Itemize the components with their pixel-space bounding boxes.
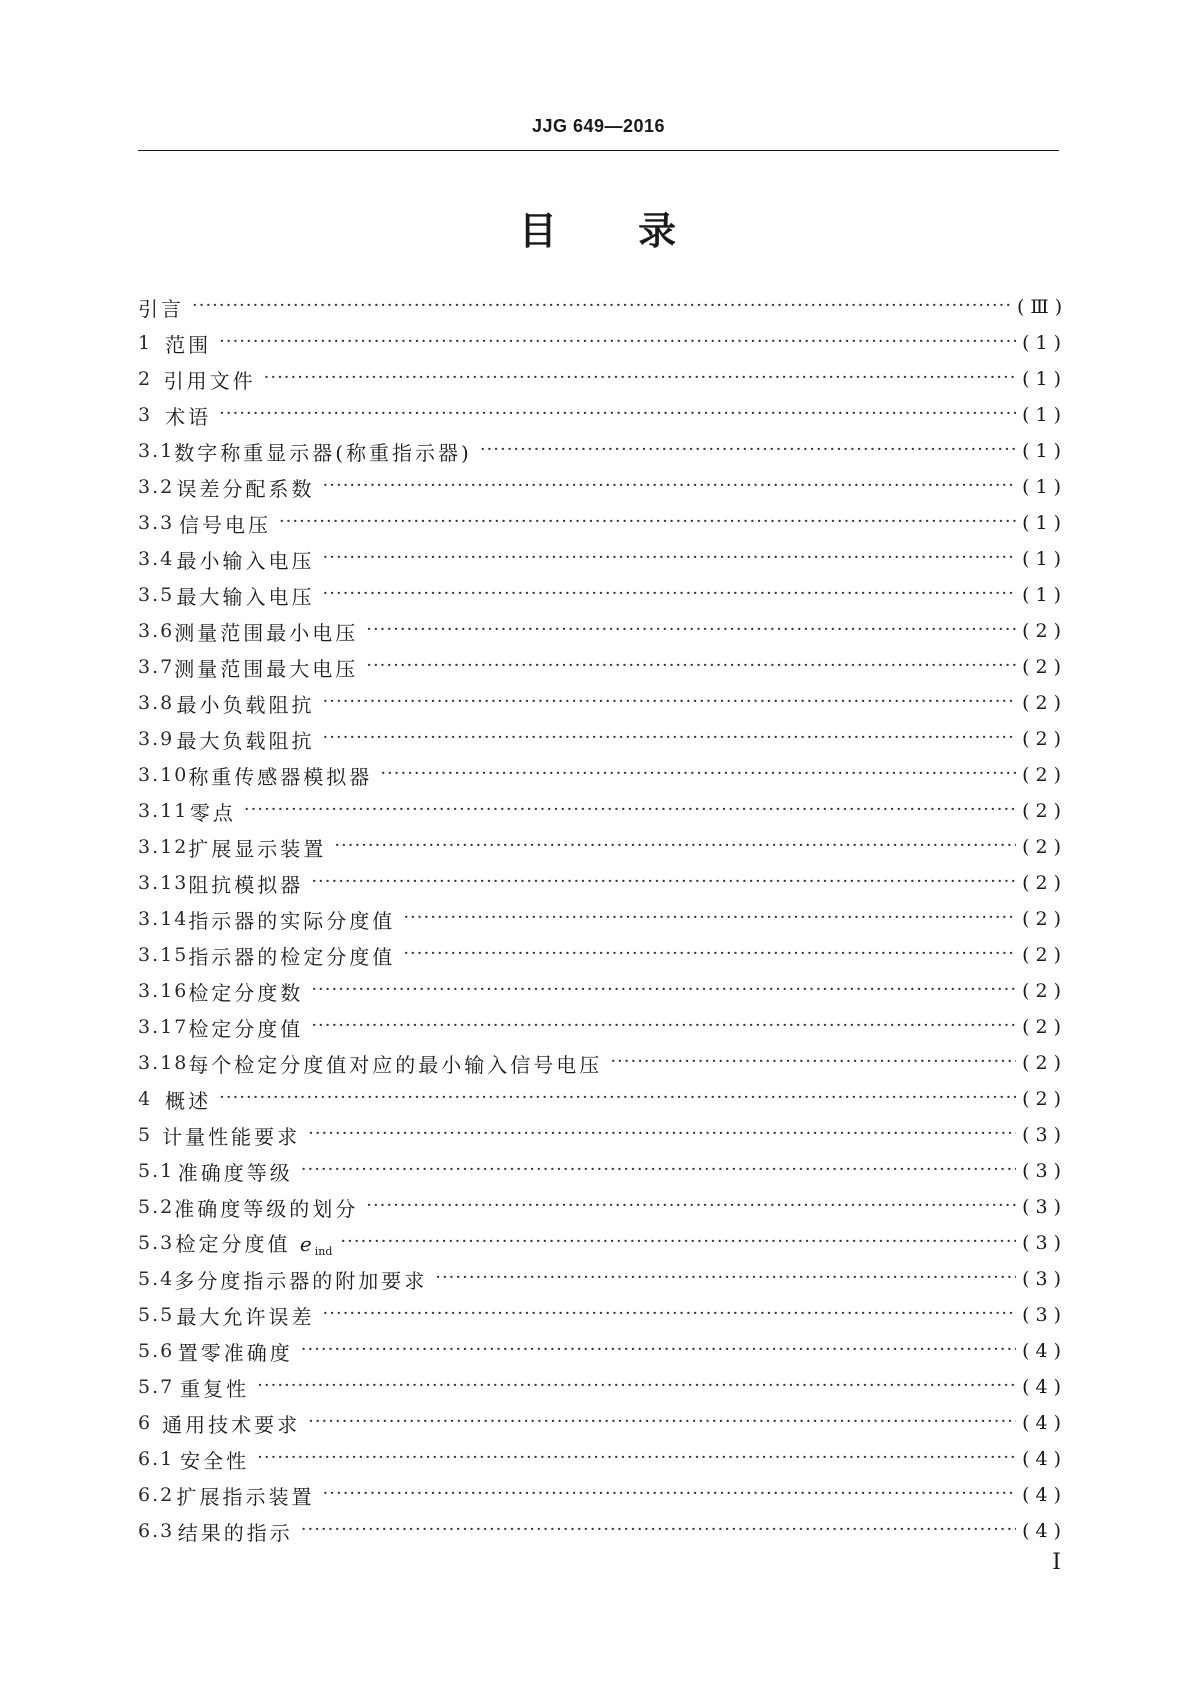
toc-entry-label-text: 扩展指示装置 [176, 1484, 315, 1509]
toc-entry-number: 6.3 [138, 1520, 175, 1542]
toc-entry-page: (1) [1022, 548, 1067, 570]
toc-entry-label [188, 1049, 602, 1078]
toc-entry-page: (4) [1022, 1376, 1067, 1398]
toc-entry-label-text: 最大负载阻抗 [176, 728, 315, 753]
toc-entry-number: 3.1 [138, 440, 175, 462]
toc-entry-label-text: 检定分度数 [188, 980, 304, 1005]
toc-entry-label [188, 761, 372, 790]
toc-entry-label [174, 1193, 358, 1222]
toc-entry-number: 3.9 [138, 728, 175, 750]
toc-title [138, 200, 1059, 255]
toc-entry-number: 2 [138, 368, 153, 390]
toc-leader-dots [323, 691, 1017, 713]
toc-entry-number: 5.7 [138, 1376, 175, 1398]
toc-entry-page: (3) [1022, 1160, 1067, 1182]
toc-entry-label-text: 准确度等级的划分 [174, 1196, 359, 1221]
toc-leader-dots [435, 1267, 1016, 1289]
toc-leader-dots [380, 763, 1016, 785]
toc-entry-page: (1) [1022, 476, 1067, 498]
toc-entry-page: (3) [1022, 1196, 1067, 1218]
toc-entry-label-text: 多分度指示器的附加要求 [174, 1268, 428, 1293]
toc-entry-label [174, 437, 472, 466]
toc-entry[interactable] [138, 1441, 1067, 1477]
toc-entry-label-text: 计量性能要求 [162, 1124, 301, 1149]
toc-entry[interactable] [138, 541, 1067, 577]
toc-leader-dots [311, 979, 1016, 1001]
toc-entry[interactable] [138, 1081, 1067, 1117]
toc-entry-label-text: 零点 [189, 800, 236, 825]
toc-leader-dots [323, 1483, 1017, 1505]
toc-entry-label-text: 最大输入电压 [176, 584, 315, 609]
toc-entry-label-text: 安全性 [180, 1448, 250, 1473]
toc-entry-label-text: 指示器的实际分度值 [188, 908, 396, 933]
toc-leader-dots [301, 1519, 1016, 1541]
toc-leader-dots [403, 943, 1016, 965]
toc-entry-number: 3.13 [138, 872, 189, 894]
toc-entry-number: 5.4 [138, 1268, 175, 1290]
toc-entry[interactable] [138, 1405, 1067, 1441]
toc-entry-page: (2) [1022, 980, 1067, 1002]
toc-entry-label [179, 509, 271, 538]
toc-entry-label [162, 1121, 300, 1150]
toc-entry-label [180, 1445, 249, 1474]
toc-entry-page: (4) [1022, 1448, 1067, 1470]
toc-entry-label-text: 每个检定分度值对应的最小输入信号电压 [188, 1052, 603, 1077]
toc-entry-label-text: 扩展显示装置 [188, 836, 327, 861]
toc-entry-number: 3 [138, 404, 153, 426]
toc-entry[interactable] [138, 397, 1067, 433]
toc-entry-page: (2) [1022, 1052, 1067, 1074]
toc-entry-label [188, 905, 395, 934]
toc-entry-label [177, 1301, 315, 1330]
toc-entry-label [174, 617, 358, 646]
toc-entry-label-text: 概述 [165, 1088, 212, 1113]
toc-entry-page: (1) [1022, 332, 1067, 354]
toc-entry-number: 3.11 [138, 800, 189, 822]
toc-leader-dots [219, 403, 1016, 425]
toc-entry-label-text: 范围 [165, 332, 212, 357]
toc-entry[interactable] [138, 577, 1067, 613]
toc-entry-label [177, 545, 315, 574]
toc-entry[interactable] [138, 685, 1067, 721]
toc-leader-dots [480, 439, 1016, 461]
toc-entry-label [174, 653, 358, 682]
toc-leader-dots [244, 799, 1016, 821]
toc-entry-page: (2) [1022, 872, 1067, 894]
toc-entry-symbol-subscript: ind [314, 1245, 333, 1258]
toc-entry-number: 6 [138, 1412, 153, 1434]
toc-entry-label [162, 1409, 300, 1438]
toc-entry-number: 3.16 [138, 980, 189, 1002]
toc-entry-page: (3) [1022, 1232, 1067, 1254]
toc-entry-number: 6.2 [138, 1484, 175, 1506]
toc-entry-page: (1) [1022, 404, 1067, 426]
toc-entry-label [165, 329, 211, 358]
toc-entry-page: (2) [1022, 944, 1067, 966]
header-rule [138, 150, 1059, 151]
toc-entry-page: (2) [1022, 728, 1067, 750]
toc-leader-dots [323, 727, 1017, 749]
toc-entry[interactable] [138, 865, 1067, 901]
toc-leader-dots [257, 1447, 1016, 1469]
toc-entry-label [176, 1228, 333, 1258]
toc-entry[interactable] [138, 1117, 1067, 1153]
toc-entry[interactable] [138, 325, 1067, 361]
toc-entry-page: (1) [1022, 512, 1067, 534]
toc-entry[interactable] [138, 1045, 1067, 1081]
toc-entry-label-text: 置零准确度 [177, 1340, 293, 1365]
toc-entry[interactable] [138, 649, 1067, 685]
toc-leader-dots [311, 1015, 1016, 1037]
toc-entry[interactable] [138, 1189, 1067, 1225]
toc-leader-dots [264, 367, 1016, 389]
toc-entry-number: 3.3 [138, 512, 175, 534]
toc-entry-number: 5.5 [138, 1304, 175, 1326]
toc-leader-dots [311, 871, 1016, 893]
toc-entry-page: (Ⅲ) [1017, 296, 1069, 318]
toc-entry-number: 3.17 [138, 1016, 189, 1038]
toc-entry-label [178, 1337, 293, 1366]
toc-entry-number: 3.5 [138, 584, 175, 606]
toc-entry-label-text: 术语 [165, 404, 212, 429]
table-of-contents [138, 289, 1069, 1549]
toc-entry-label-text: 最大允许误差 [176, 1304, 315, 1329]
toc-leader-dots [323, 583, 1017, 605]
toc-entry[interactable] [138, 361, 1067, 397]
toc-entry-label [174, 1265, 427, 1294]
toc-entry-label-text: 通用技术要求 [162, 1412, 301, 1437]
toc-entry-page: (3) [1022, 1304, 1067, 1326]
toc-entry-label-text: 最小负载阻抗 [176, 692, 315, 717]
toc-entry-number: 4 [138, 1088, 153, 1110]
toc-leader-dots [340, 1231, 1016, 1253]
toc-entry-label-text: 误差分配系数 [176, 476, 315, 501]
toc-entry-label [188, 869, 303, 898]
toc-entry-page: (1) [1022, 368, 1067, 390]
toc-entry-number: 5 [138, 1124, 153, 1146]
toc-entry-label-text: 准确度等级 [177, 1160, 293, 1185]
toc-entry-label-text: 最小输入电压 [176, 548, 315, 573]
toc-entry-label [177, 689, 315, 718]
toc-entry-page: (2) [1022, 764, 1067, 786]
toc-entry-page: (2) [1022, 800, 1067, 822]
toc-entry-label-text: 检定分度值 [175, 1232, 300, 1256]
toc-entry-number: 3.6 [138, 620, 175, 642]
toc-leader-dots [403, 907, 1016, 929]
toc-entry[interactable] [138, 721, 1067, 757]
toc-entry-label [165, 1085, 211, 1114]
toc-entry-label-text: 重复性 [180, 1376, 250, 1401]
toc-entry-label-text: 检定分度值 [188, 1016, 304, 1041]
toc-entry[interactable] [138, 973, 1067, 1009]
toc-entry[interactable] [138, 829, 1067, 865]
toc-entry-page: (2) [1022, 692, 1067, 714]
toc-entry[interactable] [138, 1477, 1067, 1513]
toc-entry-page: (4) [1022, 1520, 1067, 1542]
toc-entry[interactable] [138, 433, 1067, 469]
toc-entry-label-text: 数字称重显示器(称重指示器) [174, 440, 472, 465]
toc-entry-label-text: 测量范围最大电压 [174, 656, 359, 681]
toc-entry[interactable] [138, 793, 1067, 829]
toc-entry-page: (2) [1022, 656, 1067, 678]
toc-entry-label-text: 指示器的检定分度值 [188, 944, 396, 969]
toc-entry[interactable] [138, 901, 1067, 937]
toc-entry-label [165, 401, 211, 430]
toc-leader-dots [323, 475, 1017, 497]
toc-title-char: 目 [518, 209, 559, 253]
toc-entry-number: 5.6 [138, 1340, 175, 1362]
toc-leader-dots [279, 511, 1016, 533]
toc-entry-label-text: 称重传感器模拟器 [188, 764, 373, 789]
toc-leader-dots [323, 1303, 1017, 1325]
toc-entry-label-text: 引用文件 [163, 368, 256, 393]
toc-entry-label [188, 977, 303, 1006]
toc-entry-number: 3.18 [138, 1052, 189, 1074]
toc-entry-label-text: 引言 [138, 296, 184, 321]
toc-entry-label-text: 信号电压 [178, 512, 271, 537]
toc-leader-dots [308, 1123, 1016, 1145]
toc-entry[interactable] [138, 1513, 1067, 1549]
toc-leader-dots [366, 619, 1016, 641]
toc-leader-dots [219, 1087, 1016, 1109]
toc-entry-page: (2) [1022, 908, 1067, 930]
toc-entry-label [190, 797, 236, 826]
toc-entry-page: (3) [1022, 1124, 1067, 1146]
toc-entry-number: 5.2 [138, 1196, 175, 1218]
toc-leader-dots [334, 835, 1016, 857]
toc-entry-page: (2) [1022, 1016, 1067, 1038]
toc-entry-label [178, 1517, 293, 1546]
running-header [138, 116, 1059, 154]
toc-leader-dots [366, 1195, 1016, 1217]
toc-entry-label [177, 1481, 315, 1510]
toc-entry[interactable] [138, 1297, 1067, 1333]
toc-title-char: 录 [638, 209, 679, 253]
toc-entry-number: 3.14 [138, 908, 189, 930]
toc-entry[interactable] [138, 757, 1067, 793]
toc-entry[interactable] [138, 1153, 1067, 1189]
toc-entry[interactable] [138, 613, 1067, 649]
toc-entry-label [177, 725, 315, 754]
toc-entry-page: (1) [1022, 440, 1067, 462]
toc-entry[interactable] [138, 505, 1067, 541]
toc-entry-number: 3.4 [138, 548, 175, 570]
toc-leader-dots [301, 1339, 1016, 1361]
toc-entry-label [138, 293, 184, 322]
toc-entry[interactable] [138, 289, 1069, 325]
toc-entry[interactable] [138, 469, 1067, 505]
toc-entry[interactable] [138, 937, 1067, 973]
toc-entry-number: 3.15 [138, 944, 189, 966]
toc-entry[interactable] [138, 1333, 1067, 1369]
toc-entry-page: (4) [1022, 1340, 1067, 1362]
toc-entry-number: 1 [138, 332, 153, 354]
toc-entry-page: (2) [1022, 620, 1067, 642]
toc-leader-dots [610, 1051, 1016, 1073]
toc-entry-number: 3.8 [138, 692, 175, 714]
toc-entry[interactable] [138, 1369, 1067, 1405]
toc-entry-number: 3.2 [138, 476, 175, 498]
toc-entry-number: 5.3 [138, 1232, 175, 1254]
toc-leader-dots [323, 547, 1017, 569]
toc-entry-label [164, 365, 256, 394]
toc-entry-symbol: e [299, 1232, 315, 1256]
toc-leader-dots [308, 1411, 1016, 1433]
toc-entry-number: 3.7 [138, 656, 175, 678]
toc-entry-page: (2) [1022, 1088, 1067, 1110]
toc-entry-label [180, 1373, 249, 1402]
toc-entry[interactable] [138, 1009, 1067, 1045]
toc-leader-dots [219, 331, 1016, 353]
toc-leader-dots [192, 295, 1011, 317]
toc-entry-page: (4) [1022, 1484, 1067, 1506]
toc-entry-label-text: 测量范围最小电压 [174, 620, 359, 645]
document-code: JJG 649—2016 [531, 116, 666, 136]
toc-entry-number: 3.10 [138, 764, 189, 786]
toc-entry-page: (2) [1022, 836, 1067, 858]
toc-entry-number: 6.1 [138, 1448, 175, 1470]
toc-entry-number: 5.1 [138, 1160, 175, 1182]
toc-entry-label [178, 1157, 293, 1186]
toc-entry-page: (3) [1022, 1268, 1067, 1290]
toc-entry[interactable] [138, 1261, 1067, 1297]
toc-entry-label-text: 结果的指示 [177, 1520, 293, 1545]
page-number: I [1052, 1550, 1061, 1575]
toc-entry-label [188, 1013, 303, 1042]
toc-entry-number: 3.12 [138, 836, 189, 858]
toc-entry-page: (4) [1022, 1412, 1067, 1434]
toc-entry-label [188, 941, 395, 970]
toc-entry-label [188, 833, 326, 862]
toc-leader-dots [366, 655, 1016, 677]
toc-leader-dots [301, 1159, 1016, 1181]
toc-entry-label-text: 阻抗模拟器 [188, 872, 304, 897]
toc-entry-label [177, 473, 315, 502]
toc-entry[interactable] [138, 1225, 1067, 1261]
toc-leader-dots [257, 1375, 1016, 1397]
toc-entry-page: (1) [1022, 584, 1067, 606]
toc-entry-label [177, 581, 315, 610]
